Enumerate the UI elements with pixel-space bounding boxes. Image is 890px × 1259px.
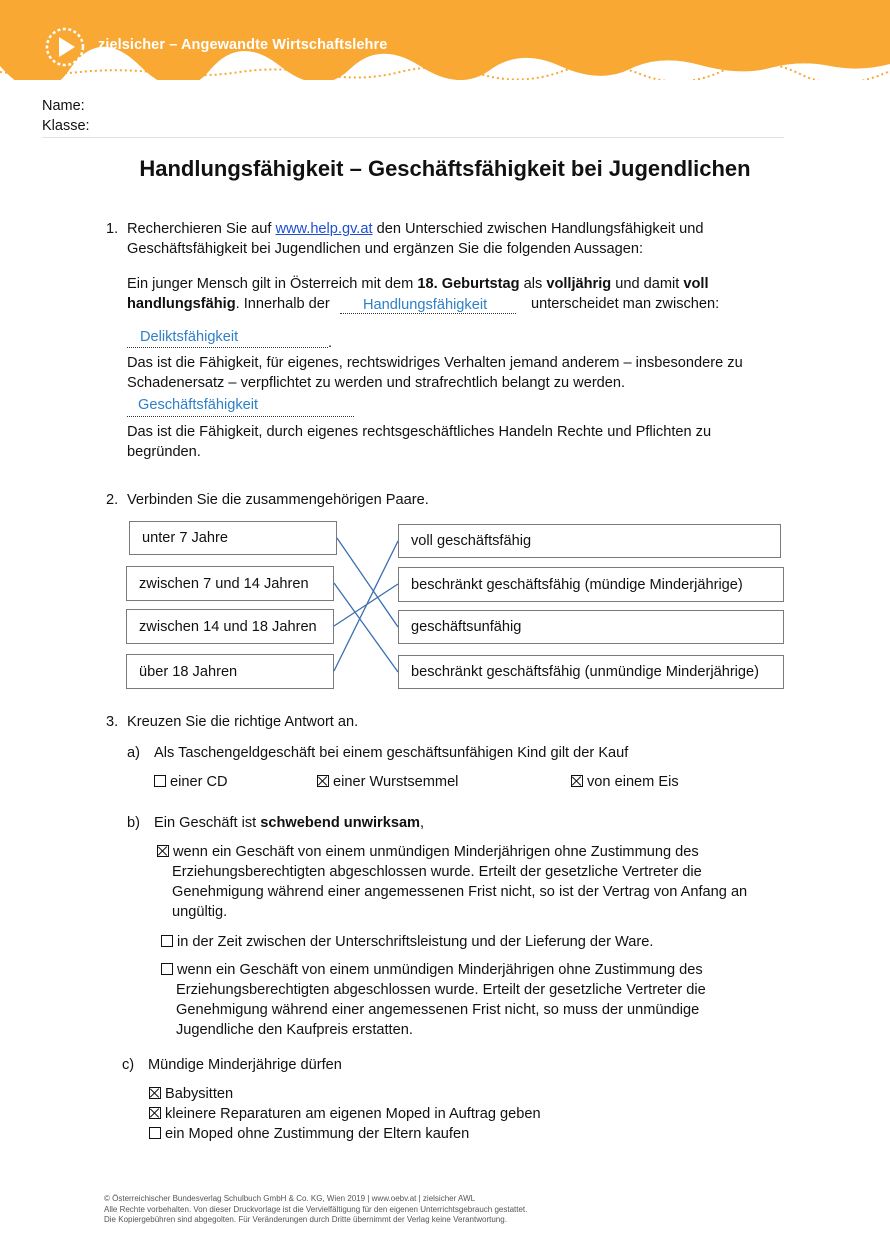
option-reparaturen[interactable] [149,1104,541,1124]
class-label: Klasse: [42,118,90,134]
name-label: Name: [42,98,85,114]
p2-bold-handlungsfaehig: handlungsfähig [127,296,236,312]
option-b1-line4: ungültig. [172,904,228,920]
delikt-line2: Schadenersatz – verpflichtet zu werden und strafrechtlich belangt zu werden. [127,375,626,391]
option-b2[interactable] [161,932,653,952]
task3a-letter: a) [127,745,140,761]
option-text: wenn ein Geschäft von einem unmündigen Minderjährigen ohne Zustimmung des [173,844,699,860]
task2-text: Verbinden Sie die zusammengehörigen Paare. [127,492,429,508]
fill3-line [127,416,354,417]
left-box-7-14[interactable]: zwischen 7 und 14 Jahren [126,566,334,601]
option-babysitten[interactable] [149,1084,233,1104]
checkbox-b2[interactable] [161,935,173,947]
delikt-line1: Das ist die Fähigkeit, für eigenes, rechtswidriges Verhalten jemand anderem – insbesondere zu [127,355,743,371]
header-separator [42,137,784,138]
option-label: einer CD [170,774,228,790]
option-eis[interactable] [571,772,679,792]
checkbox-b3[interactable] [161,963,173,975]
task3a-question: Als Taschengeldgeschäft bei einem geschäftsunfähigen Kind gilt der Kauf [154,745,629,761]
play-logo-icon [44,26,86,68]
option-einer-cd[interactable] [154,772,228,792]
task3b-question [154,813,424,833]
p2-text: . Innerhalb der [235,296,330,312]
option-b3-line2: Erziehungsberechtigten abgeschlossen wurde. Erteilt der gesetzliche Vertreter die [176,982,706,998]
fill2-answer[interactable]: Deliktsfähigkeit [140,329,239,345]
option-b1[interactable] [157,842,699,862]
task1-number: 1. [106,221,119,237]
option-moped-kaufen[interactable] [149,1124,469,1144]
task1-paragraph2-end: unterscheidet man zwischen: [531,296,720,312]
fill1-line [340,313,516,314]
p1-text: Ein junger Mensch gilt in Österreich mit dem [127,276,418,292]
task3-number: 3. [106,714,119,730]
connection-over18-voll [334,541,398,671]
checkbox-babysitten-checked[interactable] [149,1087,161,1099]
connection-under7-unfaehig [337,538,398,627]
checkbox-reparaturen-checked[interactable] [149,1107,161,1119]
left-box-over-18[interactable]: über 18 Jahren [126,654,334,689]
gesch-line2: begründen. [127,444,201,460]
right-box-unfaehig[interactable]: geschäftsunfähig [398,610,784,644]
left-box-14-18[interactable]: zwischen 14 und 18 Jahren [126,609,334,644]
option-label: kleinere Reparaturen am eigenen Moped in Auftrag geben [165,1106,541,1122]
help-gv-link[interactable]: www.help.gv.at [275,221,373,237]
task1-paragraph2 [127,294,330,314]
option-text: in der Zeit zwischen der Unterschriftsleistung und der Lieferung der Ware. [177,934,654,950]
connection-7-14-unmuendige [334,583,398,672]
brand-title: zielsicher – Angewandte Wirtschaftslehre [98,37,388,53]
task3-text: Kreuzen Sie die richtige Antwort an. [127,714,359,730]
option-b1-line2: Erziehungsberechtigten abgeschlossen wurde. Erteilt der gesetzliche Vertreter die [172,864,702,880]
checkbox-eis-checked[interactable] [571,775,583,787]
checkbox-b1-checked[interactable] [157,845,169,857]
task1-intro-text: Recherchieren Sie auf [127,221,276,237]
p1-bold-voll: voll [683,276,709,292]
p1-bold-birthday: 18. Geburtstag [417,276,520,292]
question-bold: schwebend unwirksam [260,815,421,831]
option-b3-line3: Genehmigung während einer angemessenen Frist nicht, so muss der unmündige [176,1002,700,1018]
fill1-answer[interactable]: Handlungsfähigkeit [363,297,488,313]
footer-line1: © Österreichischer Bundesverlag Schulbuch GmbH & Co. KG, Wien 2019 | www.oebv.at | zielsicher AWL [104,1194,476,1203]
right-box-muendige[interactable]: beschränkt geschäftsfähig (mündige Minderjährige) [398,567,784,602]
left-box-under-7[interactable]: unter 7 Jahre [129,521,337,555]
question-comma: , [420,815,425,831]
option-label: Babysitten [165,1086,234,1102]
footer [104,1194,527,1226]
option-label: einer Wurstsemmel [333,774,459,790]
task1-intro-line1 [127,219,704,239]
p1-text-3: und damit [611,276,684,292]
task1-paragraph1 [127,274,709,294]
checkbox-moped-kaufen[interactable] [149,1127,161,1139]
task1-intro-text-2: den Unterschied zwischen Handlungsfähigkeit und [372,221,704,237]
task3c-question: Mündige Minderjährige dürfen [148,1057,342,1073]
p1-bold-volljaehrig: volljährig [546,276,612,292]
option-label: ein Moped ohne Zustimmung der Eltern kaufen [165,1126,470,1142]
right-box-unmuendige[interactable]: beschränkt geschäftsfähig (unmündige Minderjährige) [398,655,784,689]
fill3-answer[interactable]: Geschäftsfähigkeit [138,397,259,413]
task3c-letter: c) [122,1057,135,1073]
task3b-letter: b) [127,815,140,831]
checkbox-einer-cd[interactable] [154,775,166,787]
right-box-voll[interactable]: voll geschäftsfähig [398,524,781,558]
option-b3[interactable] [161,960,703,980]
fill2-period: . [328,335,333,351]
option-label: von einem Eis [587,774,679,790]
fill2-line [127,347,328,348]
footer-line2: Alle Rechte vorbehalten. Von dieser Druckvorlage ist die Vervielfältigung für den eigenen Unterrichtsgebrauch gestattet. [104,1204,528,1214]
p1-text-2: als [519,276,547,292]
footer-line3: Die Kopiergebühren sind abgegolten. Für Veränderungen durch Dritte übernimmt der Verlag keine Verantwortung. [104,1215,507,1224]
task1-intro-line2: Geschäftsfähigkeit bei Jugendlichen und ergänzen Sie die folgenden Aussagen: [127,241,644,257]
gesch-line1: Das ist die Fähigkeit, durch eigenes rechtsgeschäftliches Handeln Rechte und Pflichten zu [127,424,712,440]
checkbox-wurstsemmel-checked[interactable] [317,775,329,787]
page-title: Handlungsfähigkeit – Geschäftsfähigkeit bei Jugendlichen [139,156,751,181]
question-text: Ein Geschäft ist [154,815,261,831]
option-text: wenn ein Geschäft von einem unmündigen Minderjährigen ohne Zustimmung des [177,962,703,978]
task2-number: 2. [106,492,119,508]
connection-14-18-muendige [334,584,398,626]
option-wurstsemmel[interactable] [317,772,458,792]
option-b1-line3: Genehmigung während einer angemessenen Frist nicht, so ist der Vertrag von Anfang an [172,884,748,900]
option-b3-line4: Jugendliche den Kaufpreis erstatten. [176,1022,413,1038]
